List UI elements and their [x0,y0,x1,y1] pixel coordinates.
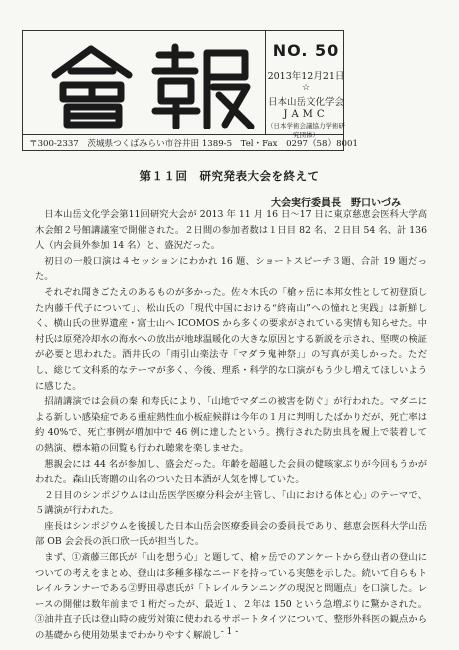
article-byline: 大会実行委員長 野口いづみ [271,198,401,209]
article-paragraph: 懇親会には 44 名が参加し、盛会だった。年齢を超越した会員の健咳家ぶりが今回もうかがわれた。森山氏寄贈の山名のついた日本酒が人気を博していた。 [35,458,427,486]
article-paragraph: それぞれ聞きごたえのあるものが多かった。佐々木氏の「槍ヶ岳に本邦女性として初登頂した内藤千代子について」、松山氏の「現代中国における“終南山”への憧れと実践」は新鮮しく、横山氏の世界遺産・富士山へ ICOMOS から多くの要求がされている実情も知らせた。中村氏は原発冷却水の海水への放出が地球温暖化の大きな原因とする新説を示され、堅喫の検証が必要と思われた。酒井氏の「雨引山楽法寺「マダラ鬼神祭」」の写真が美しかった。ただし、総じて文科系的なテーマが多く、今後、理系・科学的な口演がもう少し増えてほしいように感じた。 [35,286,427,392]
article-paragraph: まず、①斎藤三郎氏が「山を想う心」と題して、槍ヶ岳でのアンケートから登山者の登山についての考えをまとめ、登山は多種多様なニードを持っている実態を示した。続いて自らもトレイルランナーである②野田尋恵氏が「トレイルランニングの現況と問題点」を口演した。レースの開催は数年前まで１桁だったが、最近１、２年は 150 という急増ぶりに驚かされた。③油井直子氏は登山時の疲労対策に使われるサポートタイツについて、整形外科医の観点からの基礎から使用効果までわかりやすく解説し [35,552,427,642]
org-subtitle: （日本学術会議協力学術研究団体） [267,122,345,139]
masthead [22,30,358,151]
kaiho-logo [41,41,259,129]
article-paragraph: 座長はシンポジウムを後援した日本山岳会医療委員会の委員長であり、慈恵会医科大学山岳部 OB 会会長の浜口欣一氏が担当した。 [35,520,427,548]
org-address: 〒300-2337 茨城県つくばみらい市谷井田 1389-5 Tel・Fax 0297（58）8001 [29,139,358,149]
article-title: 第１１回 研究発表大会を終えて [139,169,320,183]
masthead-divider-vertical [265,31,266,134]
issue-date: 2013年12月21日 [267,71,345,82]
page-number: - 1 - [220,627,239,637]
article-paragraph: 初日の一般口演は４セッションにわかれ 16 題、ショートスピーチ３題、合計 19 題だった。 [35,255,427,283]
org-abbreviation: JAMC [283,109,329,120]
issue-number: NO. 50 [272,41,340,60]
article-body [35,207,427,644]
star-icon: ☆ [301,83,311,93]
org-name: 日本山岳文化学会 [267,97,344,108]
article-paragraph: 招請講演では会員の秦 和寿氏により、「山地でマダニの被害を防ぐ」が行われた。マダニによる新しい感染症である重症熱性血小板症候群は今年の１月に判明したばかりだが、死亡率は約 40%で、死亡事例が増加中で 46 例に達したという。携行された防虫具を履上で装着しての熱演、標本箱の回覧も行われ聴衆を楽しませた。 [35,396,427,454]
article-paragraph: 日本山岳文化学会第11回研究大会が 2013 年 11 月 16 日〜17 日に東京慈恵会医科大学高木会館２号館講議室で開催された。２日間の参加者数は１日目 82 名、２日目 54 名、計 136 人（内会員外参加 14 名）と、盛況だった。 [35,209,427,252]
issue-info [267,35,345,139]
article-paragraph: ２日目のシンポジウムは山岳医学医療分科会が主管し、｢山における体と心｣ のテーマで、５講演が行われた。 [35,489,427,517]
